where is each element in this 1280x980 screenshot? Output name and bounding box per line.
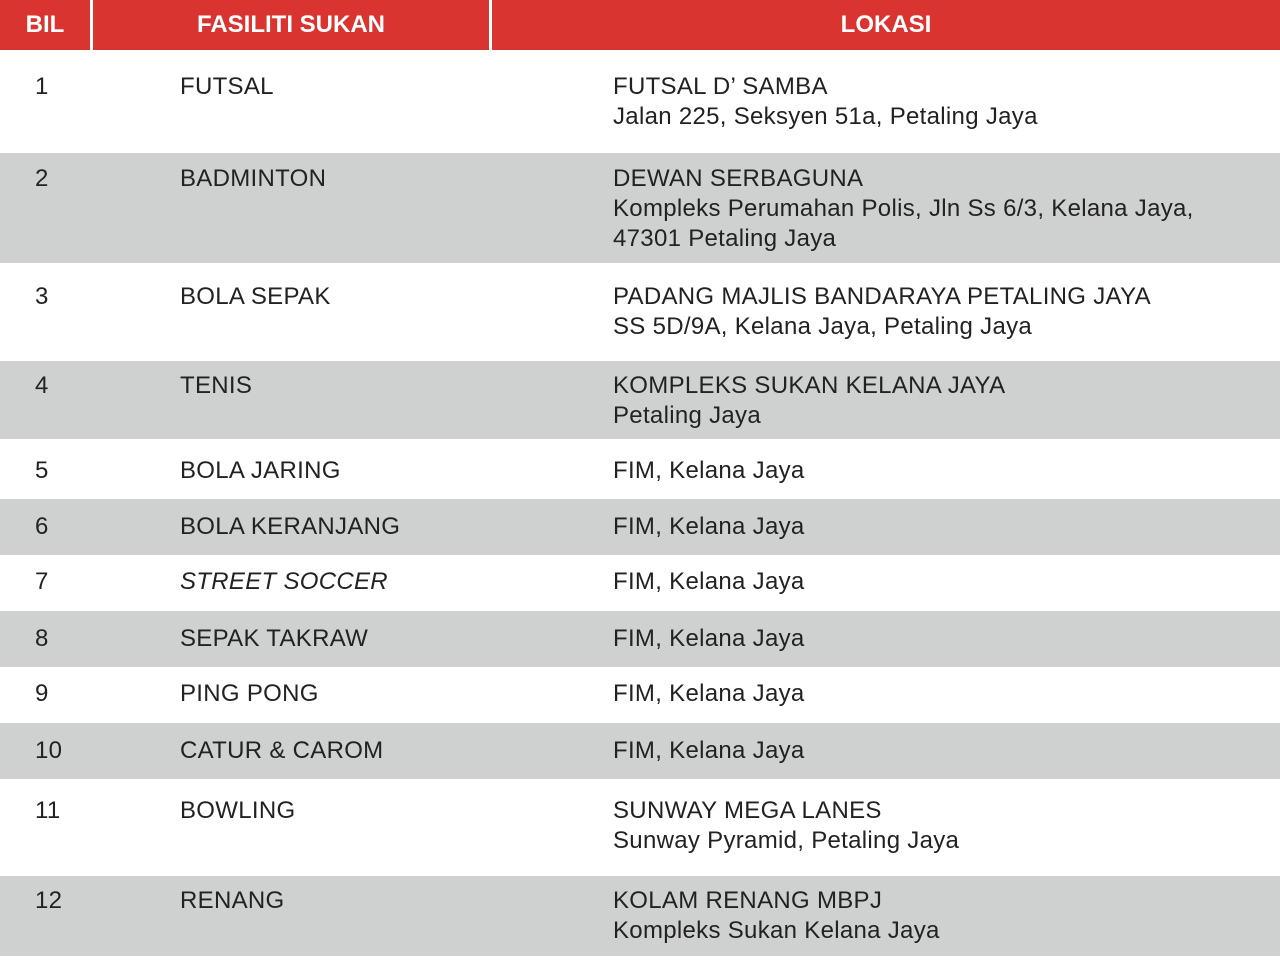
lokasi-line: KOLAM RENANG MBPJ <box>613 887 883 914</box>
lokasi-line: FIM, Kelana Jaya <box>613 457 805 484</box>
table-row <box>0 50 1280 153</box>
row-fasiliti: BADMINTON <box>180 165 327 192</box>
row-lokasi <box>613 456 1220 486</box>
row-lokasi <box>613 679 1220 709</box>
row-bil: 4 <box>35 372 49 399</box>
row-fasiliti: BOWLING <box>180 797 296 824</box>
row-fasiliti: FUTSAL <box>180 73 274 100</box>
table-row <box>0 667 1280 723</box>
row-bil: 9 <box>35 680 49 707</box>
table-row <box>0 876 1280 956</box>
lokasi-line: Sunway Pyramid, Petaling Jaya <box>613 827 960 854</box>
row-bil: 1 <box>35 73 49 100</box>
row-bil: 12 <box>35 887 63 914</box>
table-row <box>0 361 1280 439</box>
lokasi-line: KOMPLEKS SUKAN KELANA JAYA <box>613 372 1006 399</box>
row-fasiliti: CATUR & CAROM <box>180 737 384 764</box>
lokasi-line: PADANG MAJLIS BANDARAYA PETALING JAYA <box>613 283 1151 310</box>
row-lokasi <box>613 886 1220 946</box>
row-fasiliti: PING PONG <box>180 680 319 707</box>
lokasi-line: FIM, Kelana Jaya <box>613 568 805 595</box>
header-lokasi: LOKASI <box>840 11 932 38</box>
lokasi-line: FIM, Kelana Jaya <box>613 513 805 540</box>
table-row <box>0 555 1280 611</box>
lokasi-line: FUTSAL D’ SAMBA <box>613 73 828 100</box>
row-fasiliti: SEPAK TAKRAW <box>180 625 369 652</box>
table-body <box>0 50 1280 956</box>
header-fasiliti: FASILITI SUKAN <box>93 0 492 50</box>
row-lokasi <box>613 512 1220 542</box>
table-row <box>0 153 1280 263</box>
lokasi-line: Jalan 225, Seksyen 51a, Petaling Jaya <box>613 103 1038 130</box>
row-lokasi <box>613 371 1220 431</box>
row-fasiliti: BOLA SEPAK <box>180 283 331 310</box>
table-row <box>0 263 1280 361</box>
row-fasiliti: BOLA KERANJANG <box>180 513 401 540</box>
row-fasiliti: STREET SOCCER <box>180 568 388 595</box>
lokasi-line: SUNWAY MEGA LANES <box>613 797 882 824</box>
lokasi-line: FIM, Kelana Jaya <box>613 680 805 707</box>
row-bil: 5 <box>35 457 49 484</box>
row-bil: 6 <box>35 513 49 540</box>
table-row <box>0 723 1280 779</box>
row-bil: 2 <box>35 165 49 192</box>
lokasi-line: Kompleks Perumahan Polis, Jln Ss 6/3, Kelana Jaya, <box>613 195 1194 222</box>
lokasi-line: 47301 Petaling Jaya <box>613 225 837 252</box>
row-lokasi <box>613 567 1220 597</box>
lokasi-line: Petaling Jaya <box>613 402 761 429</box>
row-lokasi <box>613 282 1220 342</box>
header-bil: BIL <box>0 0 93 50</box>
lokasi-line: SS 5D/9A, Kelana Jaya, Petaling Jaya <box>613 313 1033 340</box>
lokasi-line: FIM, Kelana Jaya <box>613 737 805 764</box>
table-header <box>0 0 1280 50</box>
table-row <box>0 499 1280 555</box>
row-bil: 8 <box>35 625 49 652</box>
row-lokasi <box>613 164 1220 254</box>
row-lokasi <box>613 624 1220 654</box>
lokasi-line: Kompleks Sukan Kelana Jaya <box>613 917 940 944</box>
row-bil: 11 <box>35 797 61 824</box>
row-bil: 3 <box>35 283 49 310</box>
table-row <box>0 611 1280 667</box>
row-fasiliti: BOLA JARING <box>180 457 341 484</box>
row-lokasi <box>613 72 1220 132</box>
lokasi-line: DEWAN SERBAGUNA <box>613 165 864 192</box>
row-fasiliti: TENIS <box>180 372 253 399</box>
row-bil: 7 <box>35 568 49 595</box>
row-fasiliti: RENANG <box>180 887 285 914</box>
row-lokasi <box>613 736 1220 766</box>
lokasi-line: FIM, Kelana Jaya <box>613 625 805 652</box>
table-row <box>0 779 1280 876</box>
table-row <box>0 439 1280 499</box>
row-bil: 10 <box>35 737 63 764</box>
row-lokasi <box>613 796 1220 856</box>
